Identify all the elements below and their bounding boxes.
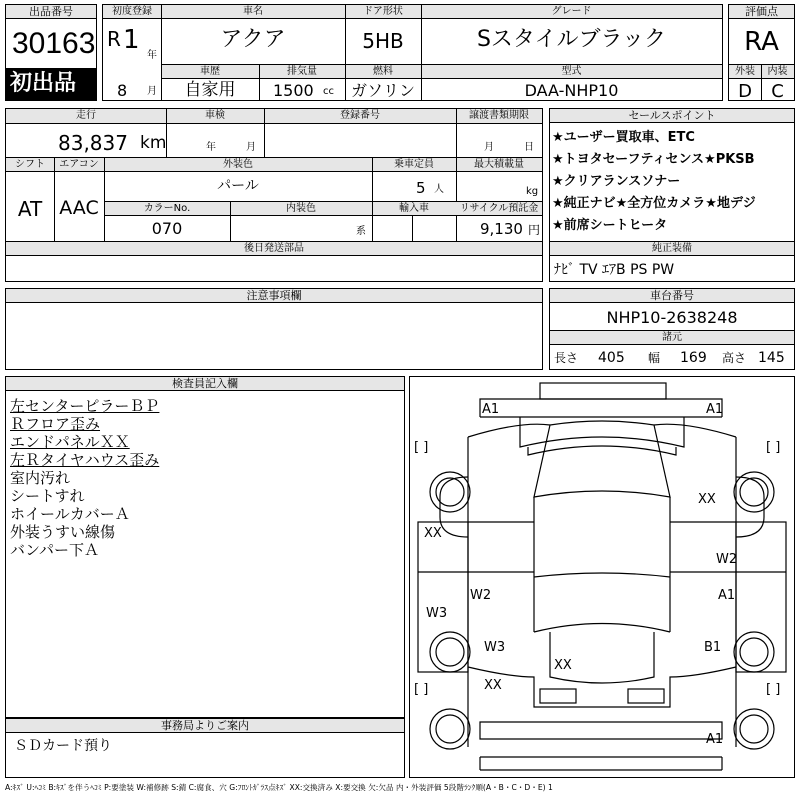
mileage-unit: km bbox=[140, 133, 167, 153]
width-label: 幅 bbox=[648, 351, 661, 365]
damage-mark: B1 bbox=[704, 640, 722, 655]
displacement-unit: cc bbox=[323, 86, 334, 97]
lot-number: 30163 bbox=[12, 27, 96, 60]
transfer-day-unit: 日 bbox=[524, 142, 534, 153]
fuel: ガソリン bbox=[350, 81, 415, 100]
interior-label: 内装 bbox=[767, 66, 788, 77]
shift-label: シフト bbox=[15, 159, 45, 170]
lot-number-box bbox=[5, 4, 97, 101]
interior-grade: C bbox=[771, 81, 784, 102]
capacity-label: 乗車定員 bbox=[394, 159, 434, 170]
damage-mark: W3 bbox=[484, 640, 506, 655]
bracket-left-bottom: [ ] bbox=[414, 682, 429, 697]
damage-mark: A1 bbox=[718, 588, 736, 603]
damage-mark: W2 bbox=[470, 588, 492, 603]
displacement: 1500 bbox=[273, 81, 314, 100]
inspector-list bbox=[10, 397, 400, 559]
office-label: 事務局よりご案内 bbox=[6, 719, 404, 733]
car-diagram bbox=[409, 376, 795, 778]
inspector-item: バンパー下Ａ bbox=[10, 541, 99, 559]
bracket-left-top: [ ] bbox=[414, 440, 429, 455]
import-label: 輸入車 bbox=[399, 203, 429, 214]
model: DAA-NHP10 bbox=[524, 81, 619, 100]
inspector-item: ホイールカバーＡ bbox=[10, 505, 130, 523]
chassis-number: NHP10-2638248 bbox=[606, 308, 738, 327]
damage-mark: W3 bbox=[426, 606, 448, 621]
score-box bbox=[728, 4, 795, 101]
grade: Sスタイルブラック bbox=[476, 27, 667, 52]
sales-points-list bbox=[552, 127, 794, 237]
load-unit: kg bbox=[526, 186, 539, 197]
detail-grid bbox=[5, 108, 543, 282]
score-label: 評価点 bbox=[729, 5, 794, 19]
first-listing-text: 初出品 bbox=[10, 71, 77, 96]
reg-month: 8 bbox=[117, 81, 128, 100]
inspection-label: 車検 bbox=[205, 110, 225, 121]
inspector-item: 室内汚れ bbox=[10, 469, 71, 487]
first-reg-label: 初度登録 bbox=[112, 6, 152, 17]
inspector-item: Ｒフロア歪み bbox=[10, 415, 101, 433]
bracket-right-bottom: [ ] bbox=[766, 682, 781, 697]
reg-no-label: 登録番号 bbox=[340, 110, 380, 121]
damage-mark: XX bbox=[484, 678, 502, 693]
color-no: 070 bbox=[151, 219, 183, 238]
sales-point-item: ★純正ナビ★全方位カメラ★地デジ bbox=[552, 196, 756, 211]
transfer-month-unit: 月 bbox=[484, 142, 494, 153]
color-no-label: カラーNo. bbox=[143, 203, 191, 214]
length: 405 bbox=[598, 350, 625, 366]
sales-points-box bbox=[549, 108, 795, 282]
color: パール bbox=[217, 178, 259, 194]
shift: AT bbox=[17, 197, 43, 221]
equipment-value: ﾅﾋﾞ TV ｴｱB PS PW bbox=[554, 262, 675, 278]
capacity: 5 bbox=[416, 179, 426, 197]
era: R bbox=[107, 27, 121, 51]
door-label: ドア形状 bbox=[363, 6, 403, 17]
history: 自家用 bbox=[184, 80, 236, 100]
score: RA bbox=[744, 27, 779, 57]
notes-box bbox=[5, 288, 543, 370]
car-outline-svg bbox=[410, 377, 794, 777]
grade-label: グレード bbox=[551, 6, 592, 17]
ac-label: エアコン bbox=[59, 159, 99, 170]
mileage: 83,837 bbox=[58, 131, 128, 155]
inspector-item: エンドパネルＸＸ bbox=[10, 433, 130, 451]
office-note: ＳＤカード預り bbox=[14, 738, 112, 754]
insp-year-unit: 年 bbox=[206, 142, 216, 153]
sales-point-item: ★クリアランスソナー bbox=[552, 174, 681, 189]
damage-mark: A1 bbox=[482, 402, 500, 417]
insp-month-unit: 月 bbox=[246, 142, 256, 153]
chassis-box bbox=[549, 288, 795, 370]
damage-mark: W2 bbox=[716, 552, 738, 567]
sales-point-item: ★トヨタセーフティセンス★PKSB bbox=[552, 152, 755, 167]
later-parts-label: 後日発送部品 bbox=[244, 243, 304, 254]
sales-point-item: ★ユーザー買取車、ETC bbox=[552, 130, 695, 145]
model-label: 型式 bbox=[561, 66, 582, 77]
sales-point-item: ★前席シートヒータ bbox=[552, 218, 668, 233]
fuel-label: 燃料 bbox=[373, 66, 393, 77]
first-listing-badge bbox=[6, 68, 96, 100]
width: 169 bbox=[680, 350, 707, 366]
damage-mark: XX bbox=[698, 492, 716, 507]
ac: AAC bbox=[59, 197, 99, 219]
damage-mark: A1 bbox=[706, 402, 724, 417]
damage-mark: A1 bbox=[706, 732, 724, 747]
exterior-grade: D bbox=[738, 81, 752, 102]
inspector-item: 外装うすい線傷 bbox=[10, 523, 116, 541]
bracket-right-top: [ ] bbox=[766, 440, 781, 455]
office-box bbox=[5, 718, 405, 778]
height: 145 bbox=[758, 350, 785, 366]
color-label: 外装色 bbox=[223, 159, 253, 170]
equipment-label: 純正装備 bbox=[652, 243, 692, 254]
length-label: 長さ bbox=[554, 351, 579, 365]
month-unit: 月 bbox=[147, 86, 157, 97]
recycle-unit: 円 bbox=[528, 223, 541, 237]
int-color-label: 内装色 bbox=[286, 203, 316, 214]
recycle-label: リサイクル預託金 bbox=[459, 203, 539, 214]
door-type: 5HB bbox=[362, 29, 404, 53]
history-label: 車歴 bbox=[200, 66, 220, 77]
mileage-label: 走行 bbox=[76, 110, 96, 121]
reg-year: 1 bbox=[123, 25, 140, 55]
inspector-item: シートすれ bbox=[10, 487, 85, 505]
damage-mark: XX bbox=[424, 526, 442, 541]
inspector-box bbox=[5, 376, 405, 718]
inspector-item: 左センターピラーＢＰ bbox=[10, 397, 160, 415]
inspector-item: 左Ｒタイヤハウス歪み bbox=[10, 451, 160, 469]
legend: A:ｷｽﾞ U:ﾍｺﾐ B:ｷｽﾞを伴うﾍｺﾐ P:要塗装 W:補修跡 S:錆 C:腐食、穴 G:ﾌﾛﾝﾄｶﾞﾗｽ点ｷｽﾞ XX:交換済み X:要交換 欠:欠品 内・外装評価 5段階ﾗﾝｸ順(A・B・C・D・E) 1 bbox=[5, 783, 553, 792]
displacement-label: 排気量 bbox=[287, 66, 317, 77]
exterior-label: 外装 bbox=[735, 66, 755, 77]
load-label: 最大積載量 bbox=[474, 159, 524, 170]
sales-points-label: セールスポイント bbox=[550, 109, 794, 123]
car-name-label: 車名 bbox=[243, 6, 263, 17]
year-unit: 年 bbox=[147, 50, 157, 61]
vehicle-info-grid bbox=[102, 4, 723, 101]
damage-mark: XX bbox=[554, 658, 572, 673]
chassis-label: 車台番号 bbox=[550, 289, 794, 303]
recycle: 9,130 bbox=[480, 220, 523, 238]
car-name: アクア bbox=[220, 27, 286, 52]
dims-label: 諸元 bbox=[662, 332, 682, 343]
lot-number-label: 出品番号 bbox=[6, 5, 96, 19]
transfer-label: 譲渡書類期限 bbox=[469, 110, 529, 121]
height-label: 高さ bbox=[722, 351, 747, 365]
inspector-label: 検査員記入欄 bbox=[6, 377, 404, 391]
notes-label: 注意事項欄 bbox=[6, 289, 542, 303]
int-color-unit: 系 bbox=[356, 226, 366, 237]
capacity-unit: 人 bbox=[434, 184, 444, 195]
